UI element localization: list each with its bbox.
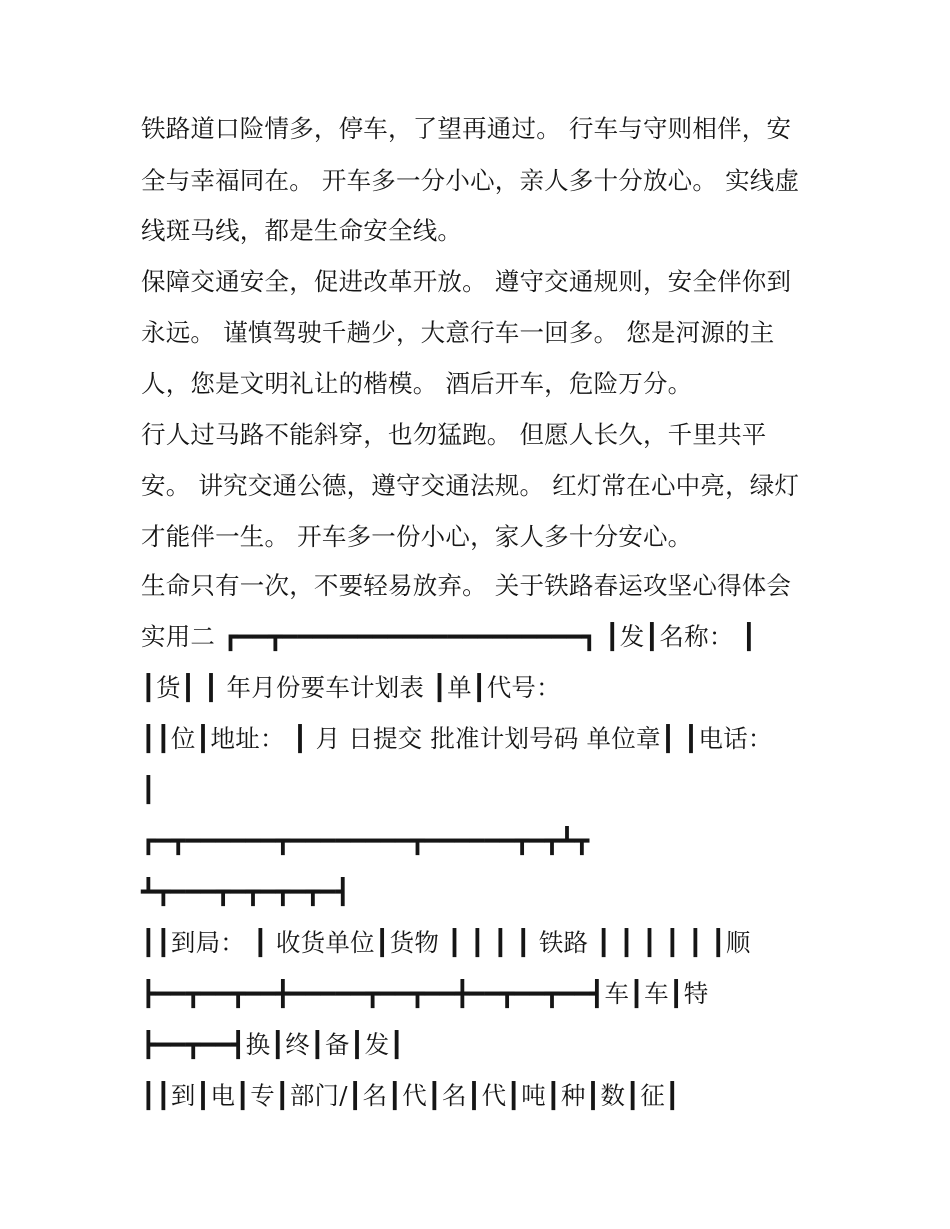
table-border-line: ┣━━┳━━┳━━╋━━━━━┳━━┳━━╋━━┳━━┳━━┫车┃车┃特: [141, 979, 709, 1008]
text-line: 行人过马路不能斜穿，也勿猛跑。 但愿人长久，千里共平: [141, 420, 767, 449]
table-border-line: ┣━━┳━━┫换┃终┃备┃发┃: [141, 1030, 405, 1059]
text-line: ┃┃到局： ┃ 收货单位┃货物 ┃ ┃ ┃ ┃ 铁路 ┃ ┃ ┃ ┃ ┃ ┃顺: [141, 928, 751, 957]
text-line: 人，您是文明礼让的楷模。 酒后开车，危险万分。: [141, 369, 693, 398]
text-line: ┃┃到┃电┃专┃部门/┃名┃代┃名┃代┃吨┃种┃数┃征┃: [141, 1081, 680, 1110]
text-line: 才能伴一生。 开车多一份小心，家人多十分安心。: [141, 522, 693, 551]
text-line: 全与幸福同在。 开车多一分小心，亲人多十分放心。 实线虚: [141, 166, 800, 195]
text-line: 保障交通安全，促进改革开放。 遵守交通规则，安全伴你到: [141, 267, 792, 296]
text-line: 安。 讲究交通公德，遵守交通法规。 红灯常在心中亮，绿灯: [141, 471, 800, 500]
text-line: ┃货┃ ┃ 年月份要车计划表 ┃单┃代号：: [141, 673, 561, 702]
text-line: 生命只有一次，不要轻易放弃。 关于铁路春运攻坚心得体会: [141, 571, 792, 600]
table-border-line: ┻┳━━━┳━┳━┳━┳━┫: [141, 877, 351, 906]
text-line: 线斑马线，都是生命安全线。: [141, 216, 463, 245]
text-line: 铁路道口险情多，停车，了望再通过。 行车与守则相伴，安: [141, 114, 792, 143]
text-line: ┃: [141, 775, 156, 804]
table-border-line: ┏━┳━━━━━━┳━━━━━━━━┳━━━━━━┳━┳┻┳: [141, 826, 590, 855]
text-line: 永远。 谨慎驾驶千趟少，大意行车一回多。 您是河源的主: [141, 318, 775, 347]
text-line: ┃┃位┃地址： ┃ 月 日提交 批准计划号码 单位章┃ ┃电话：: [141, 724, 773, 753]
text-line: 实用二 ┏━━┳━━━━━━━━━━━━━━━━━━━━┓ ┃发┃名称： ┃: [141, 622, 757, 651]
